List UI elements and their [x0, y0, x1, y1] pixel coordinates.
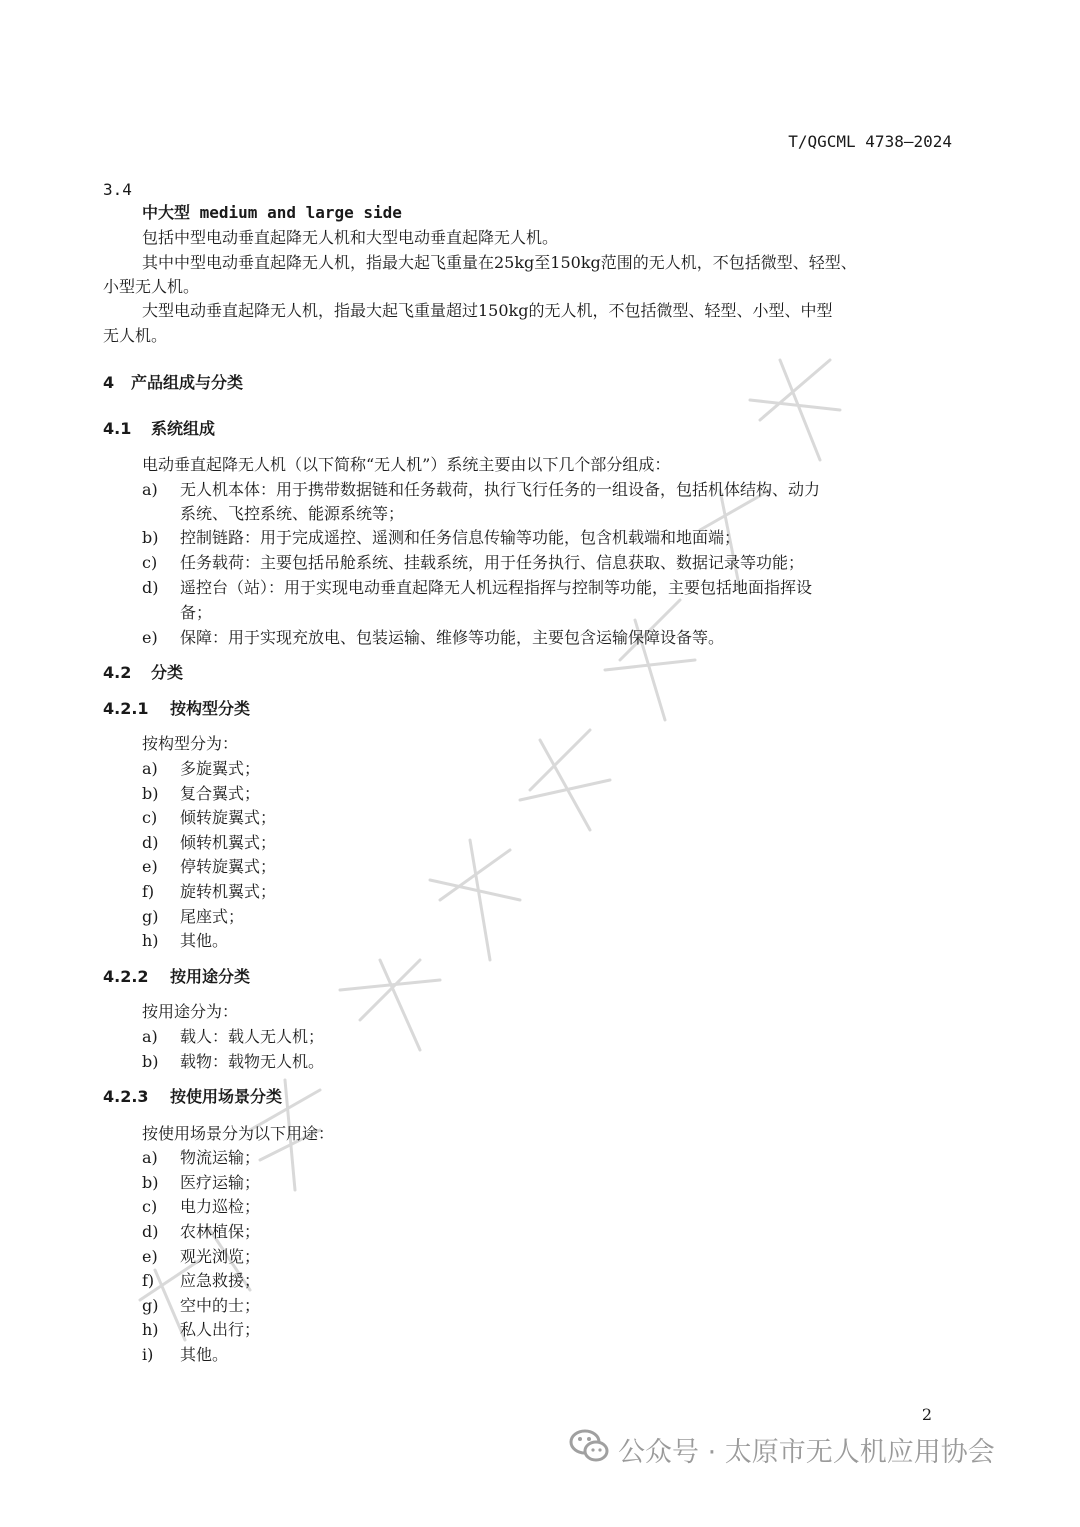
list-label: d) — [142, 833, 159, 852]
list-label: a) — [142, 480, 158, 499]
list-label: c) — [142, 553, 158, 572]
section-number-4: 4 — [103, 373, 115, 392]
list-label: h) — [142, 1320, 159, 1339]
list-item: 物流运输； — [180, 1148, 261, 1167]
list-item: 空中的士； — [180, 1296, 261, 1315]
section-number-4-2-2: 4.2.2 — [103, 967, 149, 986]
list-label: g) — [142, 907, 159, 926]
list-item: 私人出行； — [180, 1320, 261, 1339]
list-label: a) — [142, 1148, 158, 1167]
section-intro: 电动垂直起降无人机（以下简称“无人机”）系统主要由以下几个部分组成： — [142, 455, 671, 474]
list-item: 农林植保； — [180, 1222, 261, 1241]
list-item: 载物：载物无人机。 — [180, 1052, 325, 1071]
list-item: 其他。 — [180, 1345, 229, 1364]
list-item: 旋转机翼式； — [180, 882, 277, 901]
list-item: 载人：载人无人机； — [180, 1027, 325, 1046]
footer-account-name: 公众号 · 太原市无人机应用协会 — [618, 1437, 995, 1468]
section-title-4-2-1: 按构型分类 — [170, 699, 251, 718]
list-item: 保障：用于实现充放电、包装运输、维修等功能，主要包含运输保障设备等。 — [180, 628, 725, 647]
list-label: g) — [142, 1296, 159, 1315]
list-label: e) — [142, 1247, 158, 1266]
list-label: f) — [142, 882, 155, 901]
term-title: 中大型 medium and large side — [142, 203, 402, 222]
list-label: a) — [142, 1027, 158, 1046]
section-number-4-1: 4.1 — [103, 419, 132, 438]
section-title-4-2: 分类 — [151, 663, 184, 682]
list-item: 复合翼式； — [180, 784, 261, 803]
list-item: 遥控台（站）：用于实现电动垂直起降无人机远程指挥与控制等功能，主要包括地面指挥设 — [180, 578, 813, 597]
list-item: 多旋翼式； — [180, 759, 261, 778]
list-label: b) — [142, 1052, 159, 1071]
list-item: 控制链路：用于完成遥控、遥测和任务信息传输等功能，包含机载端和地面端； — [180, 528, 741, 547]
list-item-cont: 系统、飞控系统、能源系统等； — [180, 504, 405, 523]
list-label: d) — [142, 578, 159, 597]
section-intro: 按构型分为： — [142, 734, 239, 753]
section-intro: 按使用场景分为以下用途： — [142, 1124, 335, 1143]
list-item: 停转旋翼式； — [180, 857, 277, 876]
list-item: 电力巡检； — [180, 1197, 261, 1216]
list-item: 无人机本体：用于携带数据链和任务载荷，执行飞行任务的一组设备，包括机体结构、动力 — [180, 480, 821, 499]
list-label: b) — [142, 784, 159, 803]
list-label: c) — [142, 808, 158, 827]
section-title-4-2-3: 按使用场景分类 — [170, 1087, 283, 1106]
section-number-4-2-3: 4.2.3 — [103, 1087, 149, 1106]
section-number-4-2-1: 4.2.1 — [103, 699, 149, 718]
section-title-4-2-2: 按用途分类 — [170, 967, 251, 986]
section-title-4: 产品组成与分类 — [131, 373, 244, 392]
list-label: e) — [142, 628, 158, 647]
list-item: 尾座式； — [180, 907, 245, 926]
section-intro: 按用途分为： — [142, 1002, 239, 1021]
list-item: 应急救援； — [180, 1271, 261, 1290]
list-item: 倾转旋翼式； — [180, 808, 277, 827]
list-label: i) — [142, 1345, 154, 1364]
paragraph-line: 小型无人机。 — [103, 277, 200, 296]
list-label: a) — [142, 759, 158, 778]
list-label: b) — [142, 1173, 159, 1192]
wechat-icon — [568, 1426, 612, 1466]
document-number: T/QGCML 4738—2024 — [788, 132, 952, 151]
list-item: 其他。 — [180, 931, 229, 950]
section-number-4-2: 4.2 — [103, 663, 132, 682]
section-title-4-1: 系统组成 — [151, 419, 216, 438]
list-item: 医疗运输； — [180, 1173, 261, 1192]
list-item: 倾转机翼式； — [180, 833, 277, 852]
paragraph: 包括中型电动垂直起降无人机和大型电动垂直起降无人机。 — [142, 228, 559, 247]
page-number: 2 — [921, 1405, 932, 1424]
list-label: e) — [142, 857, 158, 876]
list-label: h) — [142, 931, 159, 950]
list-label: b) — [142, 528, 159, 547]
list-label: f) — [142, 1271, 155, 1290]
paragraph-line: 其中中型电动垂直起降无人机，指最大起飞重量在25kg至150kg范围的无人机，不包括微型、轻型、 — [142, 253, 857, 272]
paragraph-line: 大型电动垂直起降无人机，指最大起飞重量超过150kg的无人机，不包括微型、轻型、小型、中型 — [142, 301, 833, 320]
list-label: c) — [142, 1197, 158, 1216]
paragraph-line: 无人机。 — [103, 326, 168, 345]
section-number-3-4: 3.4 — [103, 180, 132, 199]
list-label: d) — [142, 1222, 159, 1241]
list-item-cont: 备； — [180, 603, 213, 622]
list-item: 观光浏览； — [180, 1247, 261, 1266]
list-item: 任务载荷：主要包括吊舱系统、挂载系统，用于任务执行、信息获取、数据记录等功能； — [180, 553, 805, 572]
